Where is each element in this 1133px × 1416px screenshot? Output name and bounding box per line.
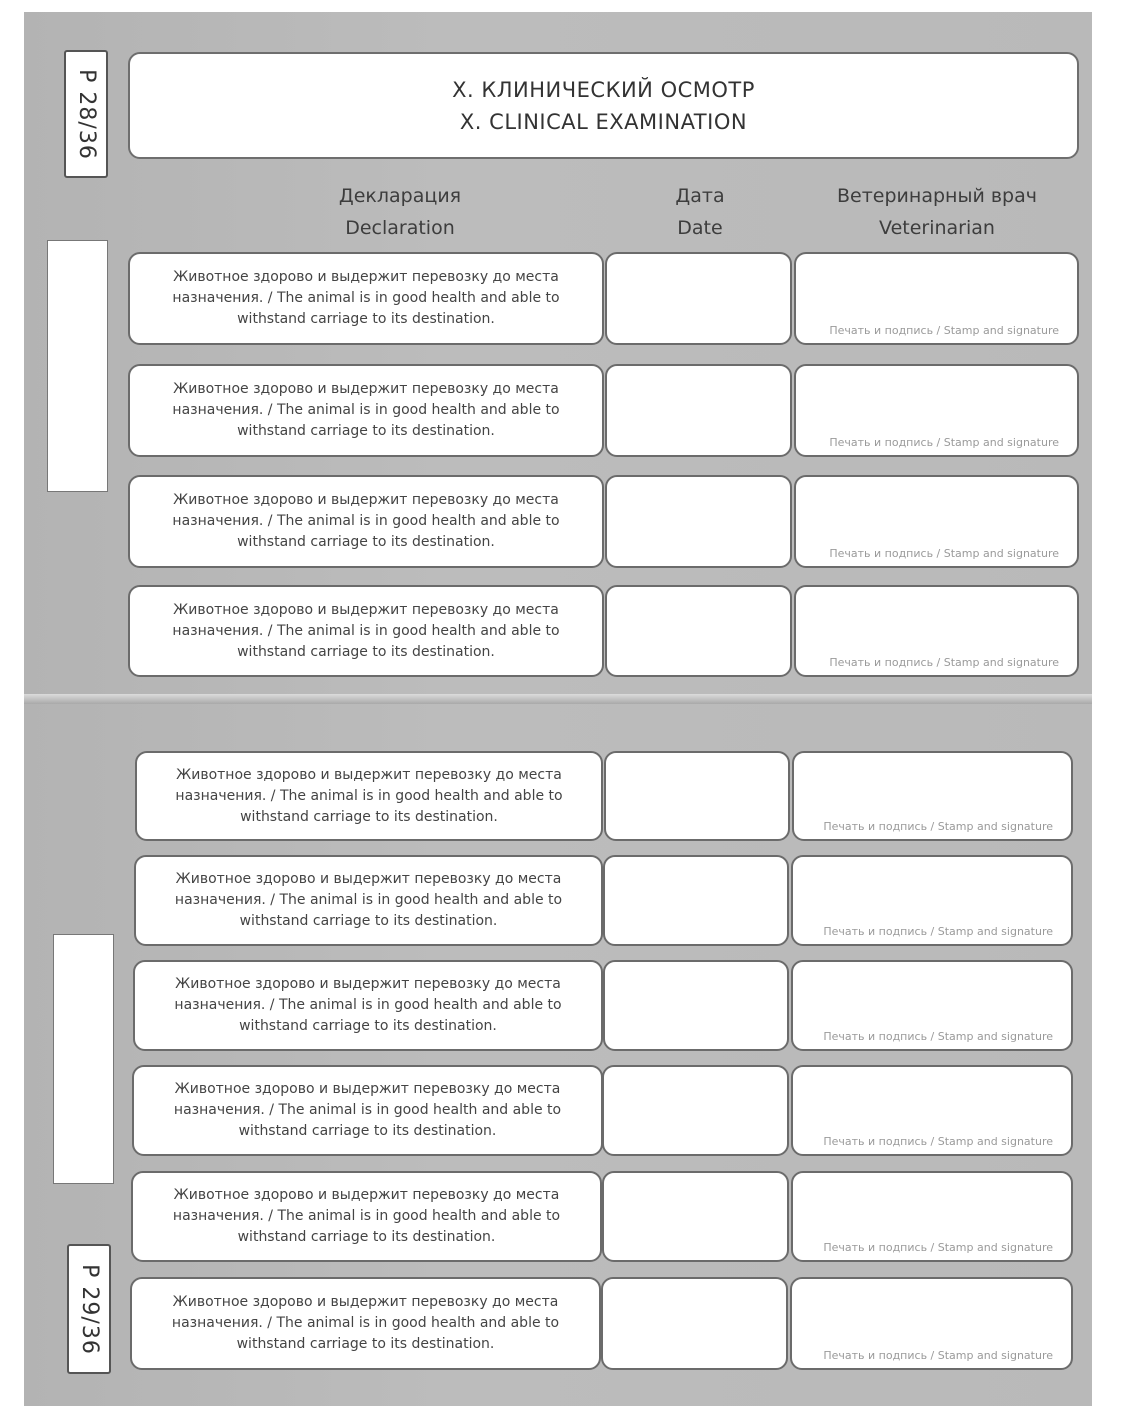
declaration-text: Животное здорово и выдержит перевозку до места назначения. / The animal is in good health and able to withstand carriage to its destination. — [173, 1081, 562, 1139]
stamp-signature-label: Печать и подпись / Stamp and signature — [823, 1349, 1053, 1362]
declaration-cell — [133, 960, 603, 1051]
column-header-declaration-en: Declaration — [345, 217, 455, 239]
stamp-signature-cell[interactable] — [794, 585, 1079, 677]
declaration-cell — [132, 1065, 603, 1156]
stamp-signature-label: Печать и подпись / Stamp and signature — [823, 1030, 1053, 1043]
date-cell[interactable] — [605, 364, 792, 457]
declaration-text: Животное здорово и выдержит перевозку до места назначения. / The animal is in good health and able to withstand carriage to its destination. — [172, 601, 560, 660]
column-header-date-ru: Дата — [675, 185, 725, 207]
declaration-text: Животное здорово и выдержит перевозку до места назначения. / The animal is in good health and able to withstand carriage to its destination. — [174, 976, 562, 1034]
stamp-signature-label: Печать и подпись / Stamp and signature — [829, 547, 1059, 560]
page-number-top — [64, 50, 108, 178]
column-header-vet-ru: Ветеринарный врач — [837, 185, 1037, 207]
date-cell[interactable] — [605, 252, 792, 345]
section-title-box — [128, 52, 1079, 159]
declaration-cell — [128, 475, 604, 568]
stamp-signature-label: Печать и подпись / Stamp and signature — [823, 925, 1053, 938]
date-cell[interactable] — [605, 585, 792, 677]
declaration-text: Животное здорово и выдержит перевозку до места назначения. / The animal is in good health and able to withstand carriage to its destination. — [175, 766, 563, 825]
date-cell[interactable] — [603, 855, 789, 946]
column-header-date — [620, 180, 780, 244]
page-number-label: P 29/36 — [76, 1263, 102, 1355]
stamp-signature-cell[interactable] — [791, 1171, 1073, 1262]
page-fold — [24, 694, 1092, 704]
stamp-signature-label: Печать и подпись / Stamp and signature — [823, 1135, 1053, 1148]
stamp-signature-label: Печать и подпись / Stamp and signature — [829, 436, 1059, 449]
stamp-signature-cell[interactable] — [790, 1277, 1073, 1370]
date-cell[interactable] — [601, 1277, 788, 1370]
declaration-text: Животное здорово и выдержит перевозку до места назначения. / The animal is in good health and able to withstand carriage to its destination. — [171, 1294, 560, 1352]
stamp-signature-cell[interactable] — [794, 364, 1079, 457]
date-cell[interactable] — [602, 1065, 789, 1156]
date-cell[interactable] — [603, 960, 789, 1051]
declaration-cell — [128, 585, 604, 677]
date-cell[interactable] — [602, 1171, 789, 1262]
stamp-signature-cell[interactable] — [794, 252, 1079, 345]
stamp-signature-cell[interactable] — [794, 475, 1079, 568]
column-header-vet-en: Veterinarian — [879, 217, 995, 239]
declaration-cell — [134, 855, 603, 946]
column-header-declaration-ru: Декларация — [338, 185, 462, 207]
declaration-cell — [131, 1171, 602, 1262]
side-strip-bottom — [53, 934, 114, 1184]
stamp-signature-cell[interactable] — [791, 960, 1073, 1051]
stamp-signature-cell[interactable] — [791, 855, 1073, 946]
section-title-en: X. CLINICAL EXAMINATION — [459, 110, 748, 134]
declaration-cell — [130, 1277, 601, 1370]
stamp-signature-label: Печать и подпись / Stamp and signature — [829, 324, 1059, 337]
declaration-text: Животное здорово и выдержит перевозку до места назначения. / The animal is in good health and able to withstand carriage to its destination. — [174, 871, 563, 929]
page-number-bottom — [67, 1244, 111, 1374]
date-cell[interactable] — [605, 475, 792, 568]
stamp-signature-label: Печать и подпись / Stamp and signature — [823, 820, 1053, 833]
column-header-date-en: Date — [677, 217, 723, 239]
declaration-text: Животное здорово и выдержит перевозку до места назначения. / The animal is in good health and able to withstand carriage to its destination. — [172, 381, 560, 439]
column-header-declaration — [290, 180, 510, 244]
stamp-signature-label: Печать и подпись / Stamp and signature — [823, 1241, 1053, 1254]
declaration-cell — [135, 751, 603, 841]
side-strip-top — [47, 240, 108, 492]
declaration-text: Животное здорово и выдержит перевозку до места назначения. / The animal is in good health and able to withstand carriage to its destination. — [172, 492, 560, 550]
page-number-label: P 28/36 — [73, 68, 99, 160]
section-title-ru: X. КЛИНИЧЕСКИЙ ОСМОТР — [452, 78, 755, 102]
declaration-cell — [128, 252, 604, 345]
date-cell[interactable] — [604, 751, 790, 841]
declaration-text: Животное здорово и выдержит перевозку до места назначения. / The animal is in good health and able to withstand carriage to its destination. — [172, 1187, 561, 1245]
stamp-signature-cell[interactable] — [792, 751, 1073, 841]
stamp-signature-cell[interactable] — [791, 1065, 1073, 1156]
declaration-text: Животное здорово и выдержит перевозку до места назначения. / The animal is in good health and able to withstand carriage to its destination. — [172, 269, 560, 327]
declaration-cell — [128, 364, 604, 457]
column-header-veterinarian — [812, 180, 1062, 244]
stamp-signature-label: Печать и подпись / Stamp and signature — [829, 656, 1059, 669]
